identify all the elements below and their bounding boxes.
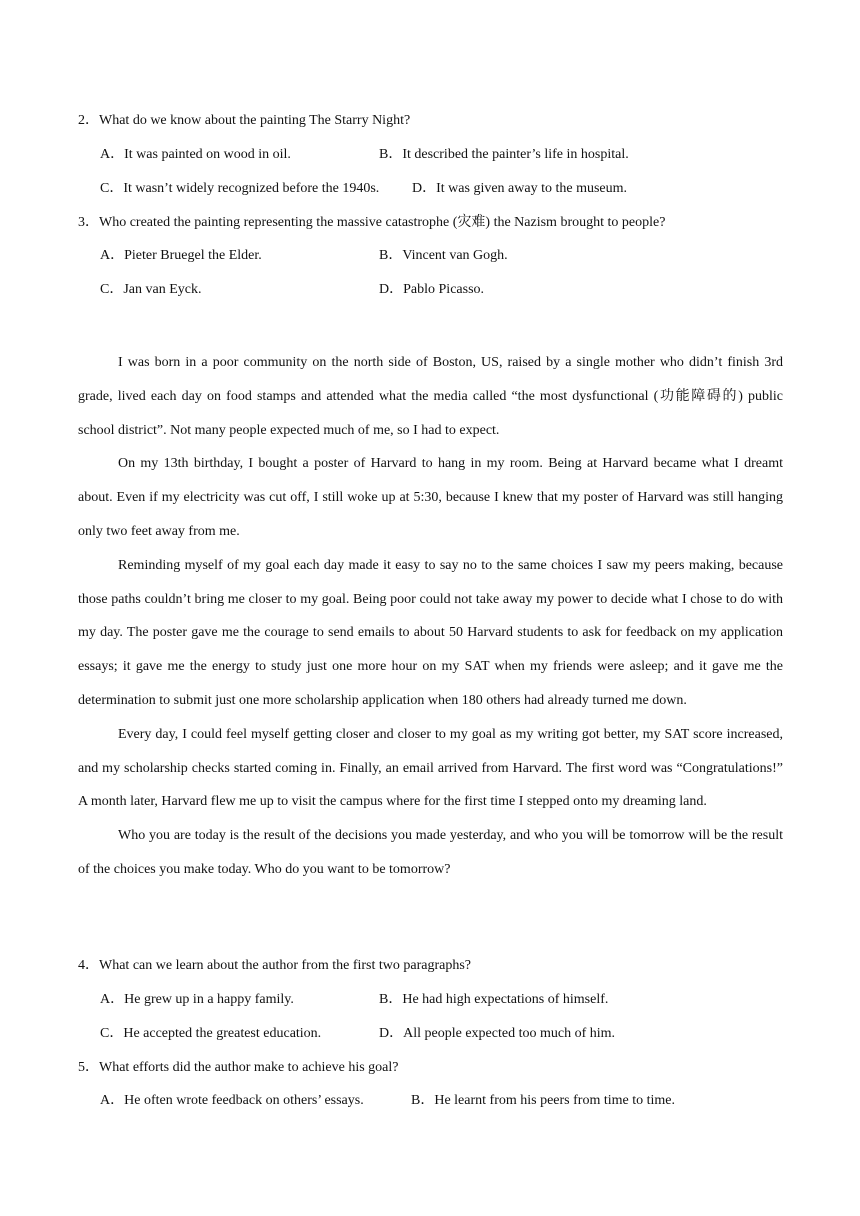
option-letter: D． (379, 1026, 404, 1041)
passage-paragraph-2: On my 13th birthday, I bought a poster of Harvard to hang in my room. Being at Harvard became what I dreamt about. Even if my electricity was cut off, I still woke up at 5:30, because I knew that my poster of Harvard was still hanging only two feet away from me. (78, 456, 783, 539)
option-2d (412, 179, 627, 199)
question-number: 2． (78, 113, 99, 128)
option-text: Jan van Eyck. (123, 282, 202, 297)
passage-paragraph-3: Reminding myself of my goal each day made it easy to say no to the same choices I saw my peers making, because those paths couldn’t bring me closer to my goal. Being poor could not take away my power to decide what I chose to do with my day. The poster gave me the courage to send emails to about 50 Harvard students to ask for feedback on my application essays; it gave me the energy to study just one more hour on my SAT when my friends were asleep; and it gave me the determination to submit just one more scholarship application when 180 others had already turned me down. (78, 557, 783, 708)
option-letter: C． (100, 181, 124, 196)
question-text: Who created the painting representing the massive catastrophe (灾难) the Nazism brought to people? (99, 215, 666, 230)
option-letter: C． (100, 282, 124, 297)
question-text: What can we learn about the author from the first two paragraphs? (99, 958, 472, 973)
option-letter: A． (100, 992, 125, 1007)
option-text: He accepted the greatest education. (123, 1026, 322, 1041)
option-text: He often wrote feedback on others’ essays. (124, 1093, 364, 1108)
option-2c (100, 179, 379, 199)
question-number: 3． (78, 215, 99, 230)
option-letter: A． (100, 147, 125, 162)
option-3d (379, 280, 484, 300)
question-2 (78, 111, 410, 131)
option-3a (100, 246, 262, 266)
option-letter: B． (379, 992, 403, 1007)
option-2a (100, 145, 291, 165)
option-5b (411, 1091, 675, 1111)
option-text: It wasn’t widely recognized before the 1940s. (123, 181, 380, 196)
option-3c (100, 280, 202, 300)
option-5a (100, 1091, 364, 1111)
option-letter: D． (379, 282, 404, 297)
option-2b (379, 145, 629, 165)
option-text: It was given away to the museum. (436, 181, 628, 196)
passage-paragraph-1: I was born in a poor community on the north side of Boston, US, raised by a single mother who didn’t finish 3rd grade, lived each day on food stamps and attended what the media called “the most dysfunctional (功能障碍的) public school district”. Not many people expected much of me, so I had to expect. (78, 355, 783, 438)
option-letter: D． (412, 181, 437, 196)
option-3b (379, 246, 508, 266)
option-text: Vincent van Gogh. (402, 248, 508, 263)
option-text: All people expected too much of him. (403, 1026, 616, 1041)
option-4b (379, 990, 608, 1010)
question-3 (78, 213, 665, 233)
question-text: What efforts did the author make to achieve his goal? (99, 1060, 399, 1075)
option-letter: A． (100, 1093, 125, 1108)
question-5 (78, 1058, 398, 1078)
option-text: It was painted on wood in oil. (124, 147, 291, 162)
option-text: Pieter Bruegel the Elder. (124, 248, 262, 263)
option-text: Pablo Picasso. (403, 282, 485, 297)
option-4d (379, 1024, 615, 1044)
option-letter: B． (379, 248, 403, 263)
option-4c (100, 1024, 321, 1044)
question-4 (78, 956, 471, 976)
question-number: 5． (78, 1060, 99, 1075)
option-text: He learnt from his peers from time to time. (434, 1093, 675, 1108)
option-letter: A． (100, 248, 125, 263)
option-letter: C． (100, 1026, 124, 1041)
option-text: He grew up in a happy family. (124, 992, 294, 1007)
option-text: It described the painter’s life in hospital. (402, 147, 629, 162)
option-4a (100, 990, 294, 1010)
question-number: 4． (78, 958, 99, 973)
reading-passage (78, 346, 783, 887)
option-letter: B． (379, 147, 403, 162)
passage-paragraph-4: Every day, I could feel myself getting closer and closer to my goal as my writing got better, my SAT score increased, and my scholarship checks started coming in. Finally, an email arrived from Harvard. The first word was “Congratulations!” A month later, Harvard flew me up to visit the campus where for the first time I stepped onto my dreaming land. (78, 726, 783, 810)
option-letter: B． (411, 1093, 435, 1108)
option-text: He had high expectations of himself. (402, 992, 609, 1007)
question-text: What do we know about the painting The Starry Night? (99, 113, 411, 128)
passage-paragraph-5: Who you are today is the result of the decisions you made yesterday, and who you will be tomorrow will be the result of the choices you make today. Who do you want to be tomorrow? (78, 828, 783, 877)
